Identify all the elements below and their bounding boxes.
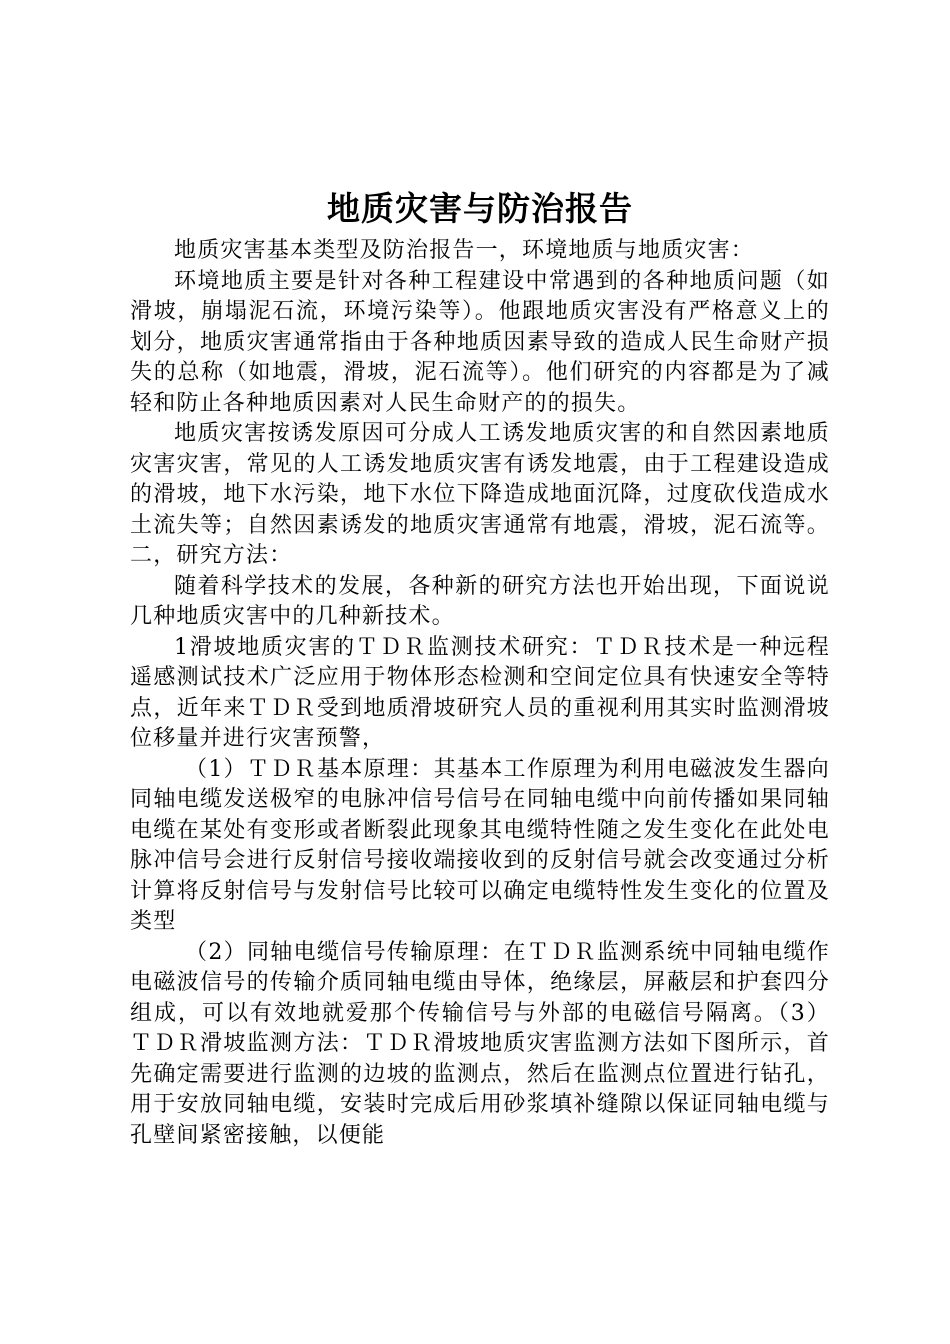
paragraph-coaxial-cable: （2）同轴电缆信号传输原理：在ＴＤＲ监测系统中同轴电缆作电磁波信号的传输介质同轴电缆由导体，绝缘层，屏蔽层和护套四分组成，可以有效地就爱那个传输信号与外部的电磁信号隔离。（3）ＴＤＲ滑坡监测方法：ＴＤＲ滑坡地质灾害监测方法如下图所示，首先确定需要进行监测的边坡的监测点，然后在监测点位置进行钻孔，用于安放同轴电缆，安装时完成后用砂浆填补缝隙以保证同轴电缆与孔壁间紧密接触，以便能 — [130, 939, 830, 1148]
paragraph-intro: 地质灾害基本类型及防治报告一，环境地质与地质灾害： — [174, 238, 755, 263]
paragraph-environmental-geology: 环境地质主要是针对各种工程建设中常遇到的各种地质问题（如滑坡，崩塌泥石流，环境污染等）。他跟地质灾害没有严格意义上的划分，地质灾害通常指由于各种地质因素导致的造成人民生命财产损失的总称（如地震，滑坡，泥石流等）。他们研究的内容都是为了减轻和防止各种地质因素对人民生命财产的的损失。 — [130, 268, 830, 416]
paragraph-tdr-monitoring: 1滑坡地质灾害的ＴＤＲ监测技术研究：ＴＤＲ技术是一种远程遥感测试技术广泛应用于物体形态检测和空间定位具有快速安全等特点，近年来ＴＤＲ受到地质滑坡研究人员的重视利用其实时监测滑坡位移量并进行灾害预警， — [130, 634, 830, 751]
document-title: 地质灾害与防治报告 — [327, 189, 633, 228]
document-body — [130, 236, 830, 1151]
document-page — [130, 182, 830, 1151]
paragraph-disaster-causes: 地质灾害按诱发原因可分成人工诱发地质灾害的和自然因素地质灾害灾害，常见的人工诱发地质灾害有诱发地震，由于工程建设造成的滑坡，地下水污染，地下水位下降造成地面沉降，过度砍伐造成水土流失等；自然因素诱发的地质灾害通常有地震，滑坡，泥石流等。二，研究方法： — [130, 421, 830, 568]
paragraph-tdr-principle: （1）ＴＤＲ基本原理：其基本工作原理为利用电磁波发生器向同轴电缆发送极窄的电脉冲信号信号在同轴电缆中向前传播如果同轴电缆在某处有变形或者断裂此现象其电缆特性随之发生变化在此处电脉冲信号会进行反射信号接收端接收到的反射信号就会改变通过分析计算将反射信号与发射信号比较可以确定电缆特性发生变化的位置及类型 — [130, 756, 830, 934]
paragraph-research-methods: 随着科学技术的发展，各种新的研究方法也开始出现，下面说说几种地质灾害中的几种新技术。 — [130, 573, 830, 629]
